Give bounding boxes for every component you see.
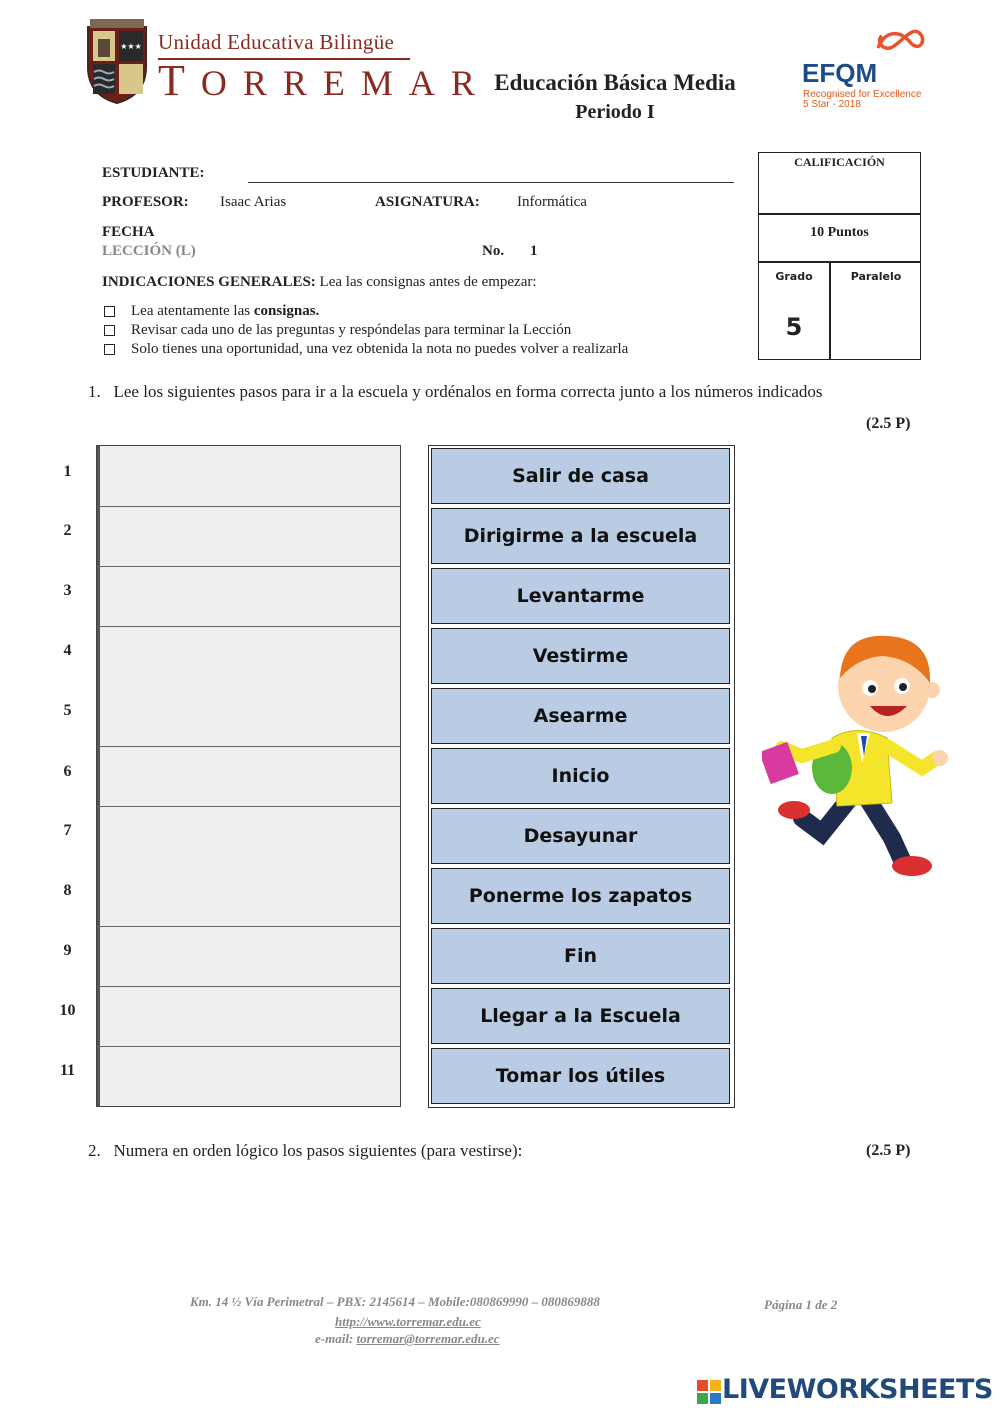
row-number: 2 — [63, 522, 72, 539]
instruction-item: Revisar cada uno de las preguntas y respóndelas para terminar la Lección — [104, 322, 571, 339]
svg-text:★★★: ★★★ — [120, 42, 142, 51]
general-instructions — [102, 274, 537, 291]
lesson-label: LECCIÓN (L) — [102, 243, 196, 259]
step-card[interactable]: Vestirme — [431, 628, 730, 684]
row-number: 6 — [63, 763, 72, 780]
grade-points: 10 Puntos — [810, 225, 869, 240]
step-card[interactable]: Salir de casa — [431, 448, 730, 504]
general-instructions-text: Lea las consignas antes de empezar: — [319, 274, 537, 290]
subject-label: ASIGNATURA: — [375, 194, 480, 210]
document-period: Periodo I — [575, 101, 655, 123]
grado-label: Grado — [775, 270, 813, 283]
footer-website-link[interactable]: http://www.torremar.edu.ec — [335, 1314, 481, 1329]
row-number: 4 — [63, 642, 72, 659]
row-number: 3 — [63, 582, 72, 599]
step-card[interactable]: Llegar a la Escuela — [431, 988, 730, 1044]
step-card[interactable]: Inicio — [431, 748, 730, 804]
question-1: 1. Lee los siguientes pasos para ir a la escuela y ordénalos en forma correcta junto a los números indicados — [88, 382, 823, 401]
row-number: 8 — [63, 882, 72, 899]
checkbox-icon — [104, 306, 115, 317]
page-number: Página 1 de 2 — [764, 1297, 838, 1312]
liveworksheets-logo-icon — [697, 1380, 721, 1404]
school-brand-rest: ORREMAR — [200, 63, 491, 103]
school-crest-logo — [84, 17, 150, 105]
instruction-item: Lea atentamente las consignas. — [104, 303, 319, 320]
step-card[interactable]: Asearme — [431, 688, 730, 744]
footer-email: e-mail: torremar@torremar.edu.ec — [315, 1331, 500, 1346]
student-name-field[interactable] — [248, 182, 734, 183]
question-2: 2. Numera en orden lógico los pasos siguientes (para vestirse): — [88, 1141, 523, 1160]
number-value: 1 — [530, 243, 538, 259]
student-label: ESTUDIANTE: — [102, 165, 205, 181]
row-number: 1 — [63, 463, 72, 480]
grado-value: 5 — [785, 313, 803, 341]
grade-title: CALIFICACIÓN — [794, 155, 885, 169]
question-1-text: Lee los siguientes pasos para ir a la escuela y ordénalos en forma correcta junto a los números indicados — [113, 382, 823, 401]
row-number: 9 — [63, 942, 72, 959]
efqm-recognition: Recognised for Excellence — [803, 89, 922, 100]
step-card[interactable]: Ponerme los zapatos — [431, 868, 730, 924]
teacher-label: PROFESOR: — [102, 194, 189, 210]
step-card[interactable]: Tomar los útiles — [431, 1048, 730, 1104]
row-number: 7 — [63, 822, 72, 839]
teacher-value: Isaac Arias — [220, 194, 287, 210]
question-2-text: Numera en orden lógico los pasos siguientes (para vestirse): — [113, 1141, 523, 1160]
school-name: Unidad Educativa Bilingüe — [158, 30, 395, 54]
running-student-illustration — [762, 628, 952, 883]
efqm-stars: 5 Star - 2018 — [803, 99, 861, 110]
checkbox-icon — [104, 325, 115, 336]
footer-email-link[interactable]: torremar@torremar.edu.ec — [356, 1331, 500, 1346]
instruction-item: Solo tienes una oportunidad, una vez obtenida la nota no puedes volver a realizarla — [104, 341, 628, 358]
step-card[interactable]: Dirigirme a la escuela — [431, 508, 730, 564]
subject-value: Informática — [517, 194, 587, 210]
school-brand-initial: T — [158, 56, 201, 105]
general-instructions-label: INDICACIONES GENERALES: — [102, 274, 316, 290]
question-2-points: (2.5 P) — [866, 1142, 911, 1159]
number-label: No. — [482, 243, 505, 259]
liveworksheets-watermark: LIVEWORKSHEETS — [722, 1374, 993, 1405]
footer-address: Km. 14 ½ Vía Perimetral – PBX: 2145614 – Mobile:080869990 – 080869888 — [190, 1294, 600, 1309]
checkbox-icon — [104, 344, 115, 355]
date-label: FECHA — [102, 224, 155, 240]
step-card[interactable]: Levantarme — [431, 568, 730, 624]
question-1-points: (2.5 P) — [866, 415, 911, 432]
document-title: Educación Básica Media — [494, 70, 736, 95]
row-number: 11 — [59, 1062, 76, 1079]
answer-drop-column[interactable] — [96, 445, 401, 1107]
steps-column — [428, 445, 735, 1108]
row-number: 10 — [59, 1002, 76, 1019]
step-card[interactable]: Fin — [431, 928, 730, 984]
school-brand — [158, 55, 491, 106]
paralelo-label: Paralelo — [850, 270, 902, 283]
efqm-wordmark: EFQM — [802, 58, 878, 88]
row-number: 5 — [63, 702, 72, 719]
step-card[interactable]: Desayunar — [431, 808, 730, 864]
grade-box — [758, 152, 921, 360]
